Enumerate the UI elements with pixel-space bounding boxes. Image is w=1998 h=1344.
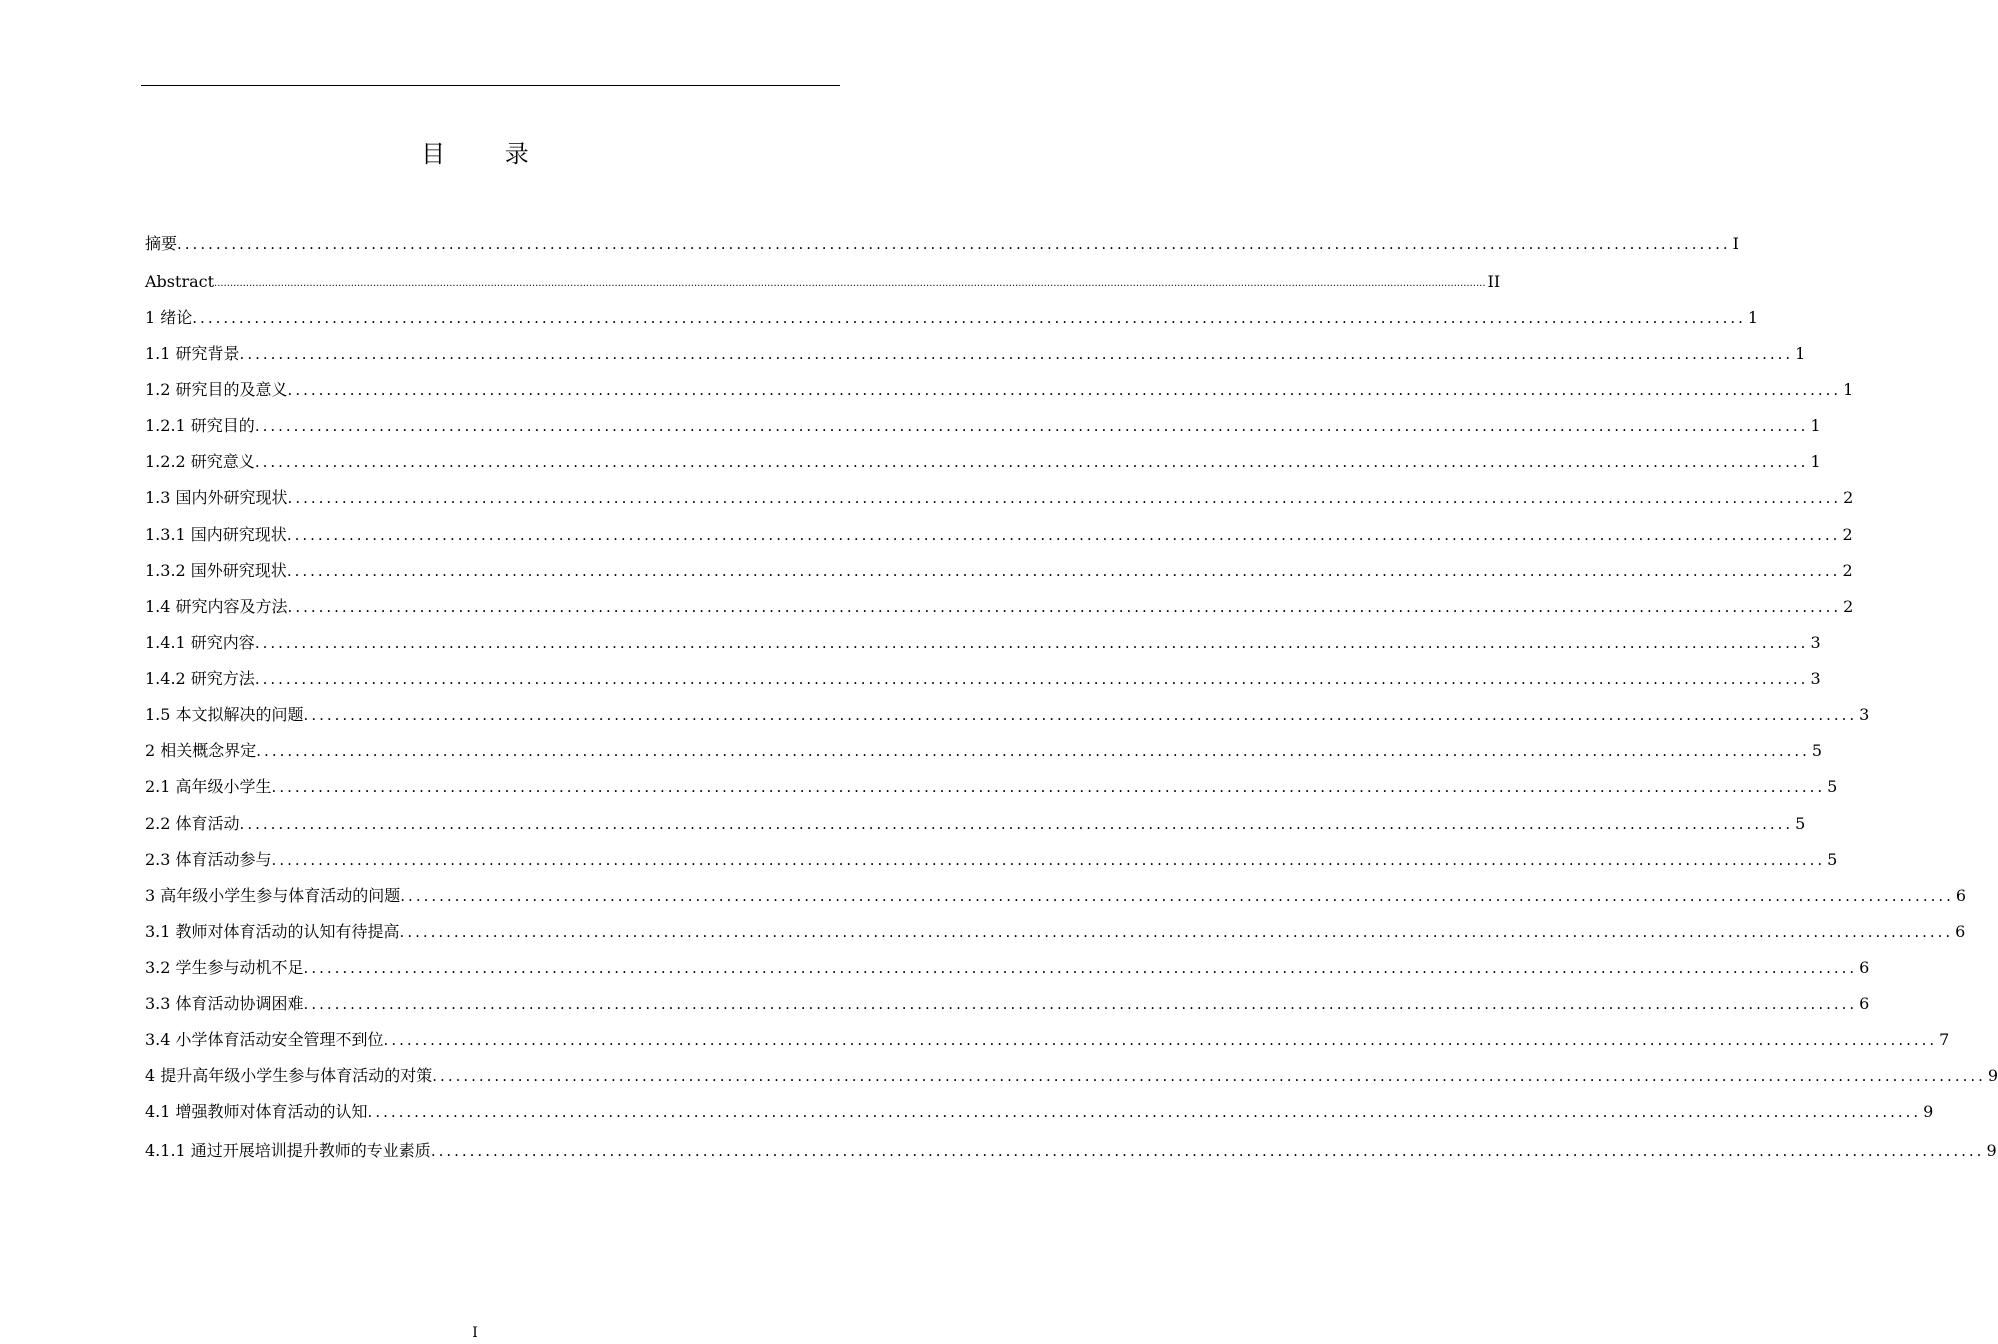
toc-entry[interactable] bbox=[145, 1026, 1950, 1050]
toc-leader-dots: ........................................................................................................................................................................................................ bbox=[192, 309, 1746, 327]
toc-entry-page: 5 bbox=[1811, 741, 1823, 760]
toc-entry-page: I bbox=[1732, 234, 1739, 253]
toc-leader-dots: ........................................................................................................................................................................................................ bbox=[271, 851, 1826, 869]
toc-entry-label: 1 绪论 bbox=[145, 308, 193, 327]
toc-entry-label: 2.2 体育活动 bbox=[145, 814, 240, 833]
toc-entry-page: 6 bbox=[1859, 994, 1870, 1013]
toc-entry-label: 1.3.2 国外研究现状 bbox=[145, 561, 287, 580]
toc-leader-dots: ........................................................................................................................................................................................................ bbox=[286, 562, 1841, 580]
toc-entry[interactable] bbox=[145, 990, 1870, 1014]
toc-entry-page: 9 bbox=[1923, 1102, 1934, 1121]
toc-entry-label: 3.2 学生参与动机不足 bbox=[145, 958, 304, 977]
toc-entry-page: 1 bbox=[1810, 416, 1821, 435]
toc-entry[interactable] bbox=[145, 810, 1806, 834]
toc-entry-label: 3 高年级小学生参与体育活动的问题 bbox=[145, 886, 401, 905]
toc-entry[interactable] bbox=[145, 773, 1838, 797]
toc-entry-page: 3 bbox=[1810, 669, 1821, 688]
toc-leader-dots: ........................................................................................................................................................................................................ bbox=[400, 887, 1954, 905]
toc-entry[interactable] bbox=[145, 1137, 1997, 1161]
toc-entry[interactable] bbox=[145, 701, 1870, 725]
toc-entry[interactable] bbox=[145, 412, 1821, 436]
toc-entry-page: 1 bbox=[1843, 380, 1854, 399]
toc-entry-page: 9 bbox=[1987, 1066, 1998, 1085]
toc-entry[interactable] bbox=[145, 484, 1854, 508]
toc-entry-label: 2.3 体育活动参与 bbox=[145, 850, 272, 869]
toc-leader-dots: ........................................................................................................................................................................................................ bbox=[287, 381, 1842, 399]
page-number: I bbox=[472, 1325, 478, 1341]
toc-entry[interactable] bbox=[145, 665, 1821, 689]
toc-leader-dots: ........................................................................................................................................................................................................ bbox=[177, 235, 1731, 253]
toc-entry-page: 3 bbox=[1810, 633, 1821, 652]
toc-entry-label: 1.5 本文拟解决的问题 bbox=[145, 705, 304, 724]
toc-entry-page: 1 bbox=[1747, 308, 1759, 327]
toc-entry-label: 3.3 体育活动协调困难 bbox=[145, 994, 304, 1013]
toc-entry-page: 2 bbox=[1842, 561, 1853, 580]
toc-entry[interactable] bbox=[145, 268, 1501, 292]
toc-entry-page: 1 bbox=[1795, 344, 1806, 363]
toc-entry-label: Abstract bbox=[145, 272, 215, 291]
toc-leader-dots: ........................................................................................................................................................................................................ bbox=[399, 923, 1954, 941]
toc-entry-label: 1.4 研究内容及方法 bbox=[145, 597, 288, 616]
toc-leader-dots: ........................................................................................................................................................................................................ bbox=[287, 598, 1842, 616]
toc-entry[interactable] bbox=[145, 1098, 1934, 1122]
toc-entry[interactable] bbox=[145, 846, 1838, 870]
toc-entry-page: 2 bbox=[1843, 597, 1854, 616]
toc-entry-label: 1.3.1 国内研究现状 bbox=[145, 525, 287, 544]
toc-entry-page: 7 bbox=[1939, 1030, 1950, 1049]
toc-entry[interactable] bbox=[145, 918, 1966, 942]
header-rule bbox=[141, 85, 840, 86]
toc-leader-dots: ........................................................................................................................................................................................................ bbox=[256, 742, 1810, 760]
toc-entry-page: 2 bbox=[1842, 525, 1853, 544]
toc-entry-label: 1.4.1 研究内容 bbox=[145, 633, 255, 652]
toc-leader-dots: ........................................................................................................................................................................................................ bbox=[254, 417, 1809, 435]
toc-entry-label: 1.2.2 研究意义 bbox=[145, 452, 255, 471]
page-title: 目 录 bbox=[421, 140, 555, 168]
toc-leader-dots: ........................................................................................................................................................................................................ bbox=[430, 1142, 1985, 1160]
toc-entry-page: 1 bbox=[1810, 452, 1821, 471]
toc-entry-label: 3.1 教师对体育活动的认知有待提高 bbox=[145, 922, 400, 941]
toc-leader-dots: ........................................................................................................................................................................................................ bbox=[239, 815, 1794, 833]
toc-entry[interactable] bbox=[145, 737, 1823, 761]
toc-leader-dots: ........................................................................................................................................................................................................ bbox=[383, 1031, 1938, 1049]
toc-entry[interactable] bbox=[145, 304, 1759, 328]
toc-entry-label: 1.2 研究目的及意义 bbox=[145, 380, 288, 399]
toc-entry-page: 6 bbox=[1859, 958, 1870, 977]
toc-leader-dots: ........................................................................................................................................................................................................ bbox=[271, 778, 1826, 796]
toc-entry[interactable] bbox=[145, 1062, 1998, 1086]
toc-entry-label: 2.1 高年级小学生 bbox=[145, 777, 272, 796]
toc-entry-label: 1.2.1 研究目的 bbox=[145, 416, 255, 435]
toc-leader-dots: ........................................................................................................................................................................................................ bbox=[254, 453, 1809, 471]
toc-entry[interactable] bbox=[145, 954, 1870, 978]
toc-entry-label: 4.1.1 通过开展培训提升教师的专业素质 bbox=[145, 1141, 431, 1160]
toc-entry-page: 9 bbox=[1986, 1141, 1997, 1160]
toc-entry-page: II bbox=[1487, 272, 1501, 291]
toc-entry-label: 1.3 国内外研究现状 bbox=[145, 488, 288, 507]
toc-entry-label: 4.1 增强教师对体育活动的认知 bbox=[145, 1102, 368, 1121]
toc-entry-page: 2 bbox=[1843, 488, 1854, 507]
toc-entry-page: 5 bbox=[1795, 814, 1806, 833]
toc-entry[interactable] bbox=[145, 557, 1853, 581]
toc-entry-label: 1.1 研究背景 bbox=[145, 344, 240, 363]
toc-leader-dots: ........................................................................................................................................................................................................ bbox=[254, 634, 1809, 652]
toc-entry-page: 3 bbox=[1859, 705, 1870, 724]
toc-entry-label: 4 提升高年级小学生参与体育活动的对策 bbox=[145, 1066, 433, 1085]
toc-entry[interactable] bbox=[145, 340, 1806, 364]
toc-entry[interactable] bbox=[145, 376, 1854, 400]
toc-entry[interactable] bbox=[145, 448, 1821, 472]
toc-entry[interactable] bbox=[145, 230, 1739, 254]
toc-entry-page: 5 bbox=[1827, 850, 1838, 869]
toc-entry-label: 摘要 bbox=[145, 234, 178, 253]
toc-leader-dots: ........................................................................................................................................................................................................ bbox=[239, 345, 1794, 363]
toc-leader-dots: ........................................................................................................................................................................................................ bbox=[432, 1067, 1986, 1085]
toc-entry-label: 2 相关概念界定 bbox=[145, 741, 257, 760]
toc-entry[interactable] bbox=[145, 882, 1967, 906]
toc-leader-dots: ........................................................................................................................................................................................................ bbox=[303, 706, 1858, 724]
toc-leader-dots: ........................................................................................................................................................................................................ bbox=[286, 526, 1841, 544]
toc-entry-page: 5 bbox=[1827, 777, 1838, 796]
toc-entry-page: 6 bbox=[1955, 922, 1966, 941]
toc-leader-dots: ........................................................................................................................................................................................................ bbox=[254, 670, 1809, 688]
toc-entry[interactable] bbox=[145, 521, 1853, 545]
toc-entry-label: 1.4.2 研究方法 bbox=[145, 669, 255, 688]
toc-leader-dots: ........................................................................................................................................................................................................ bbox=[303, 959, 1858, 977]
toc-entry[interactable] bbox=[145, 629, 1821, 653]
toc-leader-dots: ........................................................................................................................................................................................................ bbox=[367, 1103, 1922, 1121]
toc-leader-dots: ........................................................................................................................................................................................................ bbox=[303, 995, 1858, 1013]
toc-leader-dots: ................................................................................................................................................................................................................................................................................................................................................................................................................ bbox=[214, 278, 1486, 289]
toc-leader-dots: ........................................................................................................................................................................................................ bbox=[287, 489, 1842, 507]
toc-entry[interactable] bbox=[145, 593, 1854, 617]
toc-entry-label: 3.4 小学体育活动安全管理不到位 bbox=[145, 1030, 384, 1049]
toc-entry-page: 6 bbox=[1955, 886, 1967, 905]
